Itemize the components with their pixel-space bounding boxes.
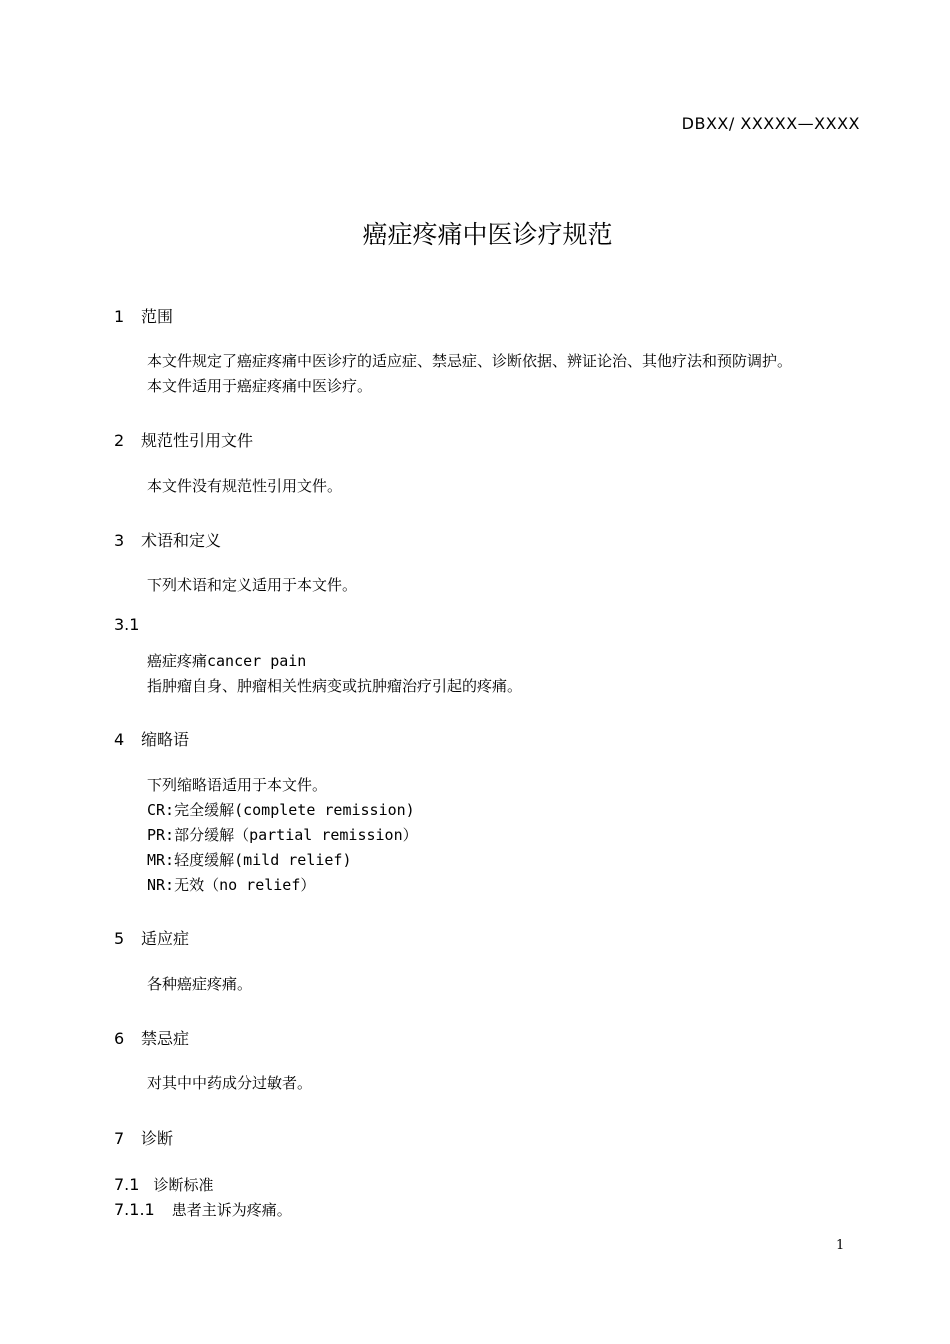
subsection-number-3-1: 3.1 bbox=[114, 615, 140, 634]
section-heading-1 bbox=[114, 304, 173, 327]
section-heading-6 bbox=[114, 1026, 189, 1049]
section-6-paragraph: 对其中中药成分过敏者。 bbox=[147, 1074, 313, 1092]
section-heading-7 bbox=[114, 1126, 173, 1149]
section-2-paragraph: 本文件没有规范性引用文件。 bbox=[147, 477, 343, 495]
subsection-number: 7.1 bbox=[114, 1175, 140, 1194]
section-3-paragraph: 下列术语和定义适用于本文件。 bbox=[147, 576, 358, 594]
abbreviation-item: CR:完全缓解(complete remission) bbox=[147, 801, 415, 819]
section-heading-3 bbox=[114, 528, 221, 551]
section-number: 3 bbox=[114, 531, 125, 550]
section-title: 术语和定义 bbox=[141, 531, 222, 550]
abbreviation-item: NR:无效（no relief） bbox=[147, 876, 316, 894]
section-1-paragraph-2: 本文件适用于癌症疼痛中医诊疗。 bbox=[147, 377, 373, 395]
subsection-7-1-1 bbox=[114, 1199, 292, 1220]
page-number: 1 bbox=[836, 1238, 845, 1253]
section-1-paragraph-1: 本文件规定了癌症疼痛中医诊疗的适应症、禁忌症、诊断依据、辨证论治、其他疗法和预防调护。 bbox=[147, 352, 793, 370]
abbreviation-item: MR:轻度缓解(mild relief) bbox=[147, 851, 352, 869]
term-definition: 指肿瘤自身、肿瘤相关性病变或抗肿瘤治疗引起的疼痛。 bbox=[147, 677, 523, 695]
section-number: 6 bbox=[114, 1029, 125, 1048]
section-number: 7 bbox=[114, 1129, 125, 1148]
section-heading-2 bbox=[114, 428, 253, 451]
subsection-label: 患者主诉为疼痛。 bbox=[171, 1201, 292, 1219]
section-4-paragraph: 下列缩略语适用于本文件。 bbox=[147, 776, 328, 794]
section-title: 诊断 bbox=[141, 1129, 174, 1148]
document-code: DBXX/ XXXXX—XXXX bbox=[681, 114, 860, 133]
section-heading-5 bbox=[114, 926, 189, 949]
document-title: 癌症疼痛中医诊疗规范 bbox=[362, 220, 613, 249]
section-title: 规范性引用文件 bbox=[141, 431, 254, 450]
term-entry: 癌症疼痛cancer pain bbox=[147, 652, 307, 670]
section-title: 范围 bbox=[141, 307, 174, 326]
section-number: 1 bbox=[114, 307, 125, 326]
section-5-paragraph: 各种癌症疼痛。 bbox=[147, 975, 253, 993]
subsection-number: 7.1.1 bbox=[114, 1200, 155, 1219]
section-title: 缩略语 bbox=[141, 730, 190, 749]
abbreviation-item: PR:部分缓解（partial remission） bbox=[147, 826, 418, 844]
section-number: 5 bbox=[114, 929, 125, 948]
subsection-7-1 bbox=[114, 1174, 213, 1195]
subsection-label: 诊断标准 bbox=[153, 1176, 214, 1194]
section-heading-4 bbox=[114, 727, 189, 750]
section-number: 2 bbox=[114, 431, 125, 450]
section-number: 4 bbox=[114, 730, 125, 749]
section-title: 禁忌症 bbox=[141, 1029, 190, 1048]
section-title: 适应症 bbox=[141, 929, 190, 948]
